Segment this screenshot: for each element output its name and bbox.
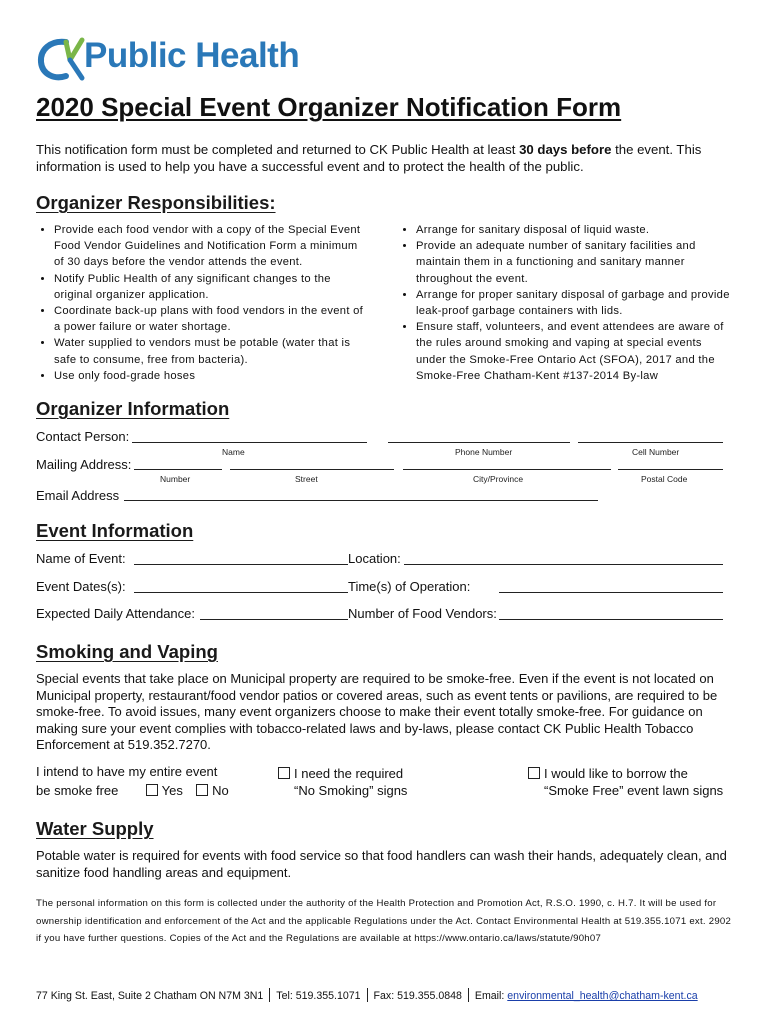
list-item: • Provide each food vendor with a copy of the Special Event Food Vendor Guidelines and Notification Form a minimum of 30 days before the vendor attends the event. (54, 222, 368, 271)
phone-number-field[interactable] (388, 442, 570, 443)
ck-logo-icon (36, 34, 88, 84)
event-dates-label: Event Dates(s): (36, 579, 126, 594)
list-item: • Notify Public Health of any significant changes to the original organizer application. (54, 271, 368, 303)
no-label: No (212, 782, 229, 798)
email-field[interactable] (124, 500, 598, 501)
lawn-signs-checkbox[interactable] (528, 767, 540, 779)
list-item: • Water supplied to vendors must be potable (water that is safe to consume, free from bacteria). (54, 335, 368, 367)
event-name-label: Name of Event: (36, 551, 126, 566)
time-of-operation-label: Time(s) of Operation: (348, 579, 471, 594)
intent-line-2: be smoke free (36, 782, 119, 798)
email-address-label: Email Address (36, 488, 120, 503)
smoke-free-intent (36, 764, 236, 799)
water-paragraph: Potable water is required for events with food service so that food handlers can wash their hands, adequately clean, and sanitize food handling areas and equipment. (36, 848, 727, 880)
list-item: • Provide an adequate number of sanitary facilities and maintain them in a functioning and sanitary manner throughout the event. (416, 238, 734, 287)
event-dates-field[interactable] (134, 592, 348, 593)
location-field[interactable] (404, 564, 723, 565)
yes-label: Yes (161, 782, 183, 798)
footer-contact (36, 988, 698, 1002)
footer-address: 77 King St. East, Suite 2 Chatham ON N7M 3N1 (36, 990, 264, 1002)
street-field[interactable] (230, 469, 394, 470)
attendance-field[interactable] (200, 619, 348, 620)
event-name-field[interactable] (134, 564, 348, 565)
city-caption: City/Province (473, 474, 524, 484)
organizer-heading: Organizer Information (36, 398, 230, 419)
responsibilities-heading: Organizer Responsibilities: (36, 192, 276, 213)
need-signs-line-2: “No Smoking” signs (294, 782, 408, 798)
footer-email-link[interactable]: environmental_health@chatham-kent.ca (507, 990, 698, 1002)
name-caption: Name (222, 447, 245, 457)
time-of-operation-field[interactable] (499, 592, 723, 593)
need-signs-line-1: I need the required (294, 766, 404, 781)
responsibilities-list-right (398, 222, 734, 384)
mailing-address-label: Mailing Address: (36, 457, 132, 472)
street-caption: Street (295, 474, 318, 484)
postal-caption: Postal Code (641, 474, 688, 484)
contact-person-label: Contact Person: (36, 429, 130, 444)
logo-text: Public Health (84, 36, 300, 75)
borrow-signs-line-1: I would like to borrow the (544, 766, 688, 781)
no-smoking-signs-checkbox[interactable] (278, 767, 290, 779)
list-item: • Use only food-grade hoses (54, 368, 368, 384)
footer-divider (269, 988, 270, 1002)
intro-text: This notification form must be completed and returned to CK Public Health at least 30 days before the event. This information is used to help you have a successful event and to protect the health of the public. (36, 142, 702, 174)
address-number-field[interactable] (134, 469, 222, 470)
water-heading: Water Supply (36, 818, 154, 839)
footer-fax: Fax: 519.355.0848 (373, 990, 462, 1002)
postal-code-field[interactable] (618, 469, 723, 470)
list-item: • Arrange for sanitary disposal of liquid waste. (416, 222, 734, 238)
event-heading: Event Information (36, 520, 194, 541)
no-smoking-signs-option (278, 766, 458, 799)
food-vendors-field[interactable] (499, 619, 723, 620)
borrow-signs-line-2: “Smoke Free” event lawn signs (544, 782, 724, 798)
smoking-heading: Smoking and Vaping (36, 641, 218, 662)
lawn-signs-option (528, 766, 738, 799)
smoking-paragraph: Special events that take place on Municipal property are required to be smoke-free. Even if the event is not located on Municipal property, restaurant/food vendor patios or covered areas, such as event tents or pavilions, are required to be smoke-free. To avoid issues, many event organizers choose to make their event totally smoke-free. For guidance on making sure your event complies with tobacco-related laws and by-laws, please contact CK Public Health Tobacco Enforcement at 519.352.7270. (36, 671, 718, 752)
footer-email-label: Email: (474, 990, 505, 1002)
city-province-field[interactable] (403, 469, 611, 470)
yes-checkbox[interactable] (146, 784, 158, 796)
list-item: • Coordinate back-up plans with food vendors in the event of a power failure or water shortage. (54, 303, 368, 335)
footer-tel: Tel: 519.355.1071 (276, 990, 361, 1002)
privacy-notice: The personal information on this form is collected under the authority of the Health Protection and Promotion Act, R.S.O. 1990, c. H.7. It will be used for ownership identification and enforcement of the Act and the applicable Regulations under the Act. Contact Environmental Health at 519.355.1071 ext. 2902 if you have further questions. Copies of the Act and the Regulations are available at https://www.ontario.ca/laws/statute/90h07 (36, 898, 732, 944)
list-item: • Arrange for proper sanitary disposal of garbage and provide leak-proof garbage containers with lids. (416, 287, 734, 319)
intent-line-1: I intend to have my entire event (36, 764, 218, 779)
contact-name-field[interactable] (132, 442, 367, 443)
list-item: • Ensure staff, volunteers, and event attendees are aware of the rules around smoking and vaping at special events under the Smoke-Free Ontario Act (SFOA), 2017 and the Smoke-Free Chatham-Kent #137-2014 By-law (416, 319, 734, 384)
cell-caption: Cell Number (632, 447, 680, 457)
responsibilities-list-left (36, 222, 368, 384)
no-checkbox[interactable] (196, 784, 208, 796)
food-vendors-label: Number of Food Vendors: (348, 606, 497, 621)
attendance-label: Expected Daily Attendance: (36, 606, 195, 621)
cell-number-field[interactable] (578, 442, 723, 443)
footer-divider (468, 988, 469, 1002)
ck-public-health-logo (36, 34, 300, 84)
footer-divider (367, 988, 368, 1002)
number-caption: Number (160, 474, 191, 484)
page-title: 2020 Special Event Organizer Notification Form (36, 92, 622, 122)
phone-caption: Phone Number (455, 447, 513, 457)
location-label: Location: (348, 551, 401, 566)
